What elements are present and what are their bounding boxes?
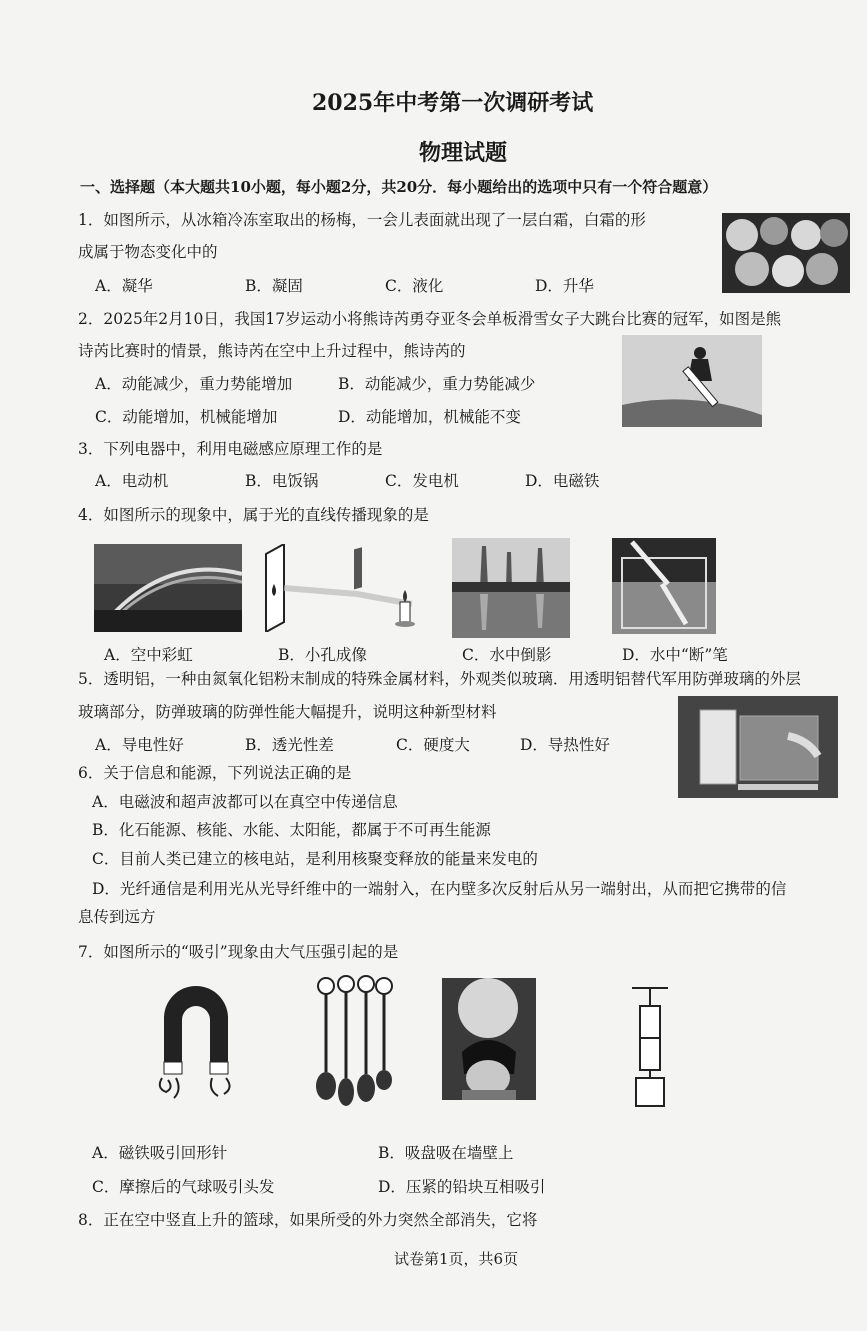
q3-option-c: C．发电机 <box>385 472 459 490</box>
q1-option-b: B．凝固 <box>245 277 303 295</box>
rainbow-photo <box>94 544 242 632</box>
q4-option-c: C．水中倒影 <box>462 646 552 664</box>
pencil-in-water-photo <box>612 538 716 634</box>
exam-subject: 物理试题 <box>419 140 508 166</box>
question-7-line-1: 7．如图所示的“吸引”现象由大气压强引起的是 <box>78 943 399 961</box>
section-heading: 一、选择题（本大题共10小题，每小题2分，共20分．每小题给出的选项中只有一个符合题意） <box>80 178 718 196</box>
exam-title: 2025年中考第一次调研考试 <box>312 90 594 116</box>
question-8-line-1: 8．正在空中竖直上升的篮球，如果所受的外力突然全部消失，它将 <box>78 1211 538 1229</box>
q1-option-a: A．凝华 <box>95 277 153 295</box>
q1-option-d: D．升华 <box>535 277 594 295</box>
question-2-line-1: 2．2025年2月10日，我国17岁运动小将熊诗芮勇夺亚冬会单板滑雪女子大跳台比赛的冠军，如图是熊 <box>78 310 782 328</box>
q6-option-d-continued: 息传到远方 <box>78 908 156 926</box>
q4-option-a: A．空中彩虹 <box>104 646 193 664</box>
q5-option-c: C．硬度大 <box>396 736 470 754</box>
q7-option-a: A．磁铁吸引回形针 <box>92 1144 228 1162</box>
pinhole-camera-diagram <box>262 544 430 632</box>
question-1-line-1: 1．如图所示，从冰箱冷冻室取出的杨梅，一会儿表面就出现了一层白霜，白霜的形 <box>78 211 646 229</box>
question-6-line-1: 6．关于信息和能源，下列说法正确的是 <box>78 764 352 782</box>
bayberry-photo <box>722 213 850 293</box>
q3-option-d: D．电磁铁 <box>525 472 600 490</box>
q2-option-b: B．动能减少，重力势能减少 <box>338 375 536 393</box>
q2-option-a: A．动能减少，重力势能增加 <box>95 375 293 393</box>
q4-option-b: B．小孔成像 <box>278 646 367 664</box>
question-5-line-2: 玻璃部分，防弹玻璃的防弹性能大幅提升，说明这种新型材料 <box>78 703 497 721</box>
q2-option-c: C．动能增加，机械能增加 <box>95 408 278 426</box>
q2-option-d: D．动能增加，机械能不变 <box>338 408 521 426</box>
horseshoe-magnet-drawing <box>150 978 242 1112</box>
q5-option-b: B．透光性差 <box>245 736 334 754</box>
suction-hooks-drawing <box>312 974 396 1112</box>
q6-option-a: A．电磁波和超声波都可以在真空中传递信息 <box>92 793 398 811</box>
snowboarder-photo <box>622 335 762 427</box>
q6-option-c: C．目前人类已建立的核电站，是利用核聚变释放的能量来发电的 <box>92 850 538 868</box>
q3-option-a: A．电动机 <box>95 472 169 490</box>
q7-option-b: B．吸盘吸在墙壁上 <box>378 1144 514 1162</box>
pagoda-reflection-photo <box>452 538 570 638</box>
q6-option-d: D．光纤通信是利用光从光导纤维中的一端射入，在内壁多次反射后从另一端射出，从而把它携带的信 <box>92 880 787 898</box>
question-3-line-1: 3．下列电器中，利用电磁感应原理工作的是 <box>78 440 383 458</box>
q5-option-d: D．导热性好 <box>520 736 610 754</box>
balloon-hair-photo <box>442 978 536 1100</box>
q3-option-b: B．电饭锅 <box>245 472 319 490</box>
q1-option-c: C．液化 <box>385 277 444 295</box>
page-footer: 试卷第1页，共6页 <box>394 1250 519 1268</box>
q6-option-b: B．化石能源、核能、水能、太阳能，都属于不可再生能源 <box>92 821 491 839</box>
question-4-line-1: 4．如图所示的现象中，属于光的直线传播现象的是 <box>78 506 429 524</box>
question-2-line-2: 诗芮比赛时的情景，熊诗芮在空中上升过程中，熊诗芮的 <box>78 342 466 360</box>
q4-option-d: D．水中“断”笔 <box>622 646 728 664</box>
question-1-line-2: 成属于物态变化中的 <box>78 243 218 261</box>
q7-option-c: C．摩擦后的气球吸引头发 <box>92 1178 275 1196</box>
question-5-line-1: 5．透明铝，一种由氮氧化铝粉末制成的特殊金属材料，外观类似玻璃．用透明铝替代军用防弹玻璃的外层 <box>78 670 801 688</box>
transparent-aluminum-photo <box>678 696 838 798</box>
lead-blocks-drawing <box>628 984 672 1108</box>
q5-option-a: A．导电性好 <box>95 736 184 754</box>
q7-option-d: D．压紧的铅块互相吸引 <box>378 1178 546 1196</box>
